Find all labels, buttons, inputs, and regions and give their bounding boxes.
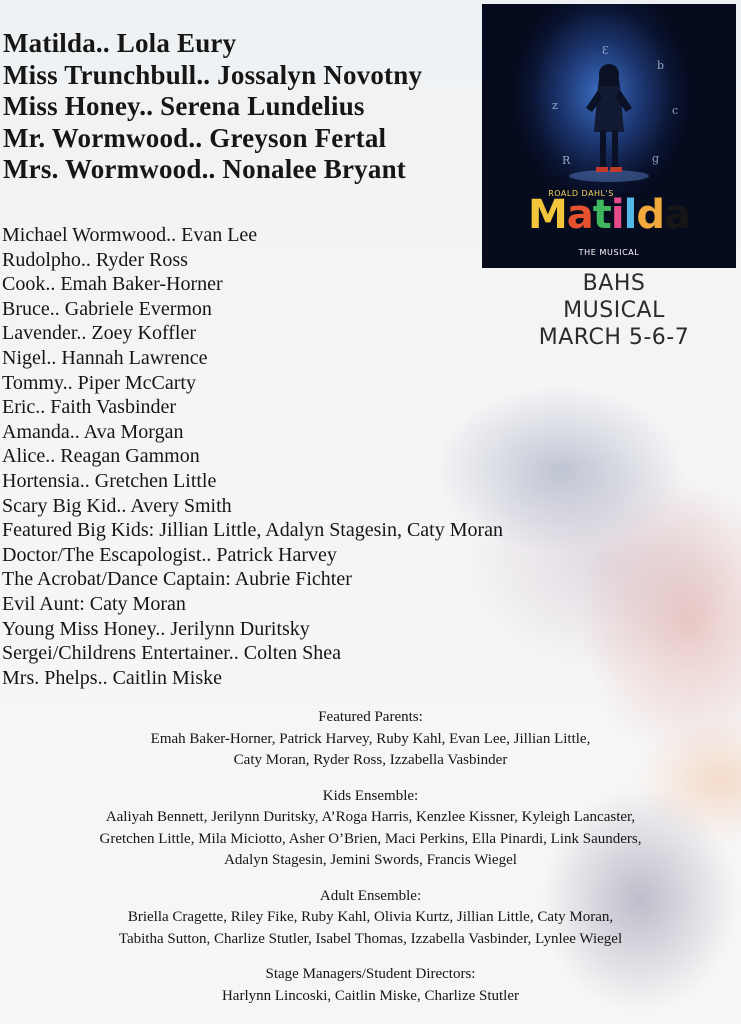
cast-role: The Acrobat/Dance Captain: Aubrie Fichter (2, 568, 352, 591)
group-names-line: Caty Moran, Ryder Ross, Izzabella Vasbinder (233, 752, 508, 768)
poster-title-letter: d (636, 192, 664, 238)
lead-role: Miss Honey.. Serena Lundelius (3, 91, 365, 121)
group-featured-parents (0, 707, 741, 772)
ensemble-groups (0, 707, 741, 1021)
poster-brand-text: ROALD DAHL'S (548, 189, 614, 198)
cast-role: Cook.. Emah Baker-Horner (2, 273, 223, 296)
group-title: Kids Ensemble: (322, 787, 419, 804)
floating-letter-decoration: Ɛ (602, 44, 609, 57)
group-stage-managers (0, 964, 741, 1007)
poster-title-letter: a (566, 192, 593, 238)
cast-role: Lavender.. Zoey Koffler (2, 322, 196, 345)
cast-role: Young Miss Honey.. Jerilynn Duritsky (2, 617, 310, 640)
event-info (508, 270, 720, 351)
group-title: Stage Managers/Student Directors: (265, 966, 476, 982)
poster-title-letter: i (610, 192, 624, 238)
group-title: Adult Ensemble: (319, 887, 422, 904)
cast-role: Evil Aunt: Caty Moran (2, 592, 186, 615)
cast-role: Scary Big Kid.. Avery Smith (2, 494, 232, 517)
group-names-line: Briella Cragette, Riley Fike, Ruby Kahl, Olivia Kurtz, Jillian Little, Caty Moran, (127, 909, 614, 925)
poster-title-letter: M (527, 192, 567, 238)
cast-role: Alice.. Reagan Gammon (2, 445, 200, 468)
floating-letter-decoration: R (562, 154, 571, 167)
group-kids-ensemble (0, 786, 741, 872)
floating-letter-decoration: z (552, 99, 558, 112)
lead-role: Mrs. Wormwood.. Nonalee Bryant (3, 154, 406, 184)
lead-role: Mr. Wormwood.. Greyson Fertal (3, 122, 387, 153)
group-names-line: Adalyn Stagesin, Jemini Swords, Francis Wiegel (224, 852, 517, 868)
cast-role: Bruce.. Gabriele Evermon (2, 297, 212, 320)
poster-title-letter: l (623, 192, 637, 238)
group-adult-ensemble (0, 886, 741, 951)
matilda-silhouette-icon (482, 4, 736, 184)
poster-title-letter: t (592, 192, 611, 238)
cast-role: Eric.. Faith Vasbinder (2, 396, 177, 419)
lead-role: Miss Trunchbull.. Jossalyn Novotny (3, 59, 423, 90)
group-title: Featured Parents: (318, 709, 423, 725)
cast-role: Sergei/Childrens Entertainer.. Colten Shea (2, 642, 342, 665)
floating-letter-decoration: c (672, 104, 679, 117)
group-names (0, 907, 741, 950)
cast-role: Nigel.. Hannah Lawrence (2, 346, 208, 369)
cast-role: Mrs. Phelps.. Caitlin Miske (2, 666, 223, 689)
cast-role: Doctor/The Escapologist.. Patrick Harvey (2, 543, 337, 566)
group-names (0, 729, 741, 772)
event-dates: MARCH 5-6-7 (538, 325, 690, 350)
cast-role: Michael Wormwood.. Evan Lee (2, 224, 258, 246)
group-names-line: Emah Baker-Horner, Patrick Harvey, Ruby Kahl, Evan Lee, Jillian Little, (150, 730, 591, 747)
supporting-cast-list (2, 223, 503, 690)
cast-role: Amanda.. Ava Morgan (2, 420, 184, 443)
cast-role: Hortensia.. Gretchen Little (2, 469, 217, 492)
group-names-line: Aaliyah Bennett, Jerilynn Duritsky, A’Roga Harris, Kenzlee Kissner, Kyleigh Lancaster, (105, 809, 636, 825)
event-school: BAHS (582, 271, 646, 296)
group-names-line: Gretchen Little, Mila Miciotto, Asher O’Brien, Maci Perkins, Ella Pinardi, Link Saunders, (99, 830, 642, 847)
poster-title-letter: a (664, 192, 690, 238)
poster-title (482, 192, 736, 238)
group-names (0, 986, 741, 1008)
floating-letter-decoration: b (657, 59, 665, 72)
group-names (0, 807, 741, 872)
event-type: MUSICAL (563, 298, 665, 323)
cast-role: Rudolpho.. Ryder Ross (2, 248, 188, 271)
group-names-line: Tabitha Sutton, Charlize Stutler, Isabel Thomas, Izzabella Vasbinder, Lynlee Wiegel (118, 930, 623, 947)
poster-subtitle: THE MUSICAL (578, 248, 640, 257)
lead-role: Matilda.. Lola Eury (3, 28, 237, 58)
floating-letter-decoration: g (652, 152, 660, 165)
matilda-poster (482, 4, 736, 268)
cast-role: Tommy.. Piper McCarty (2, 371, 196, 394)
lead-cast-list (3, 28, 422, 186)
cast-role: Featured Big Kids: Jillian Little, Adalyn Stagesin, Caty Moran (2, 519, 504, 542)
group-names-line: Harlynn Lincoski, Caitlin Miske, Charlize Stutler (221, 987, 520, 1004)
